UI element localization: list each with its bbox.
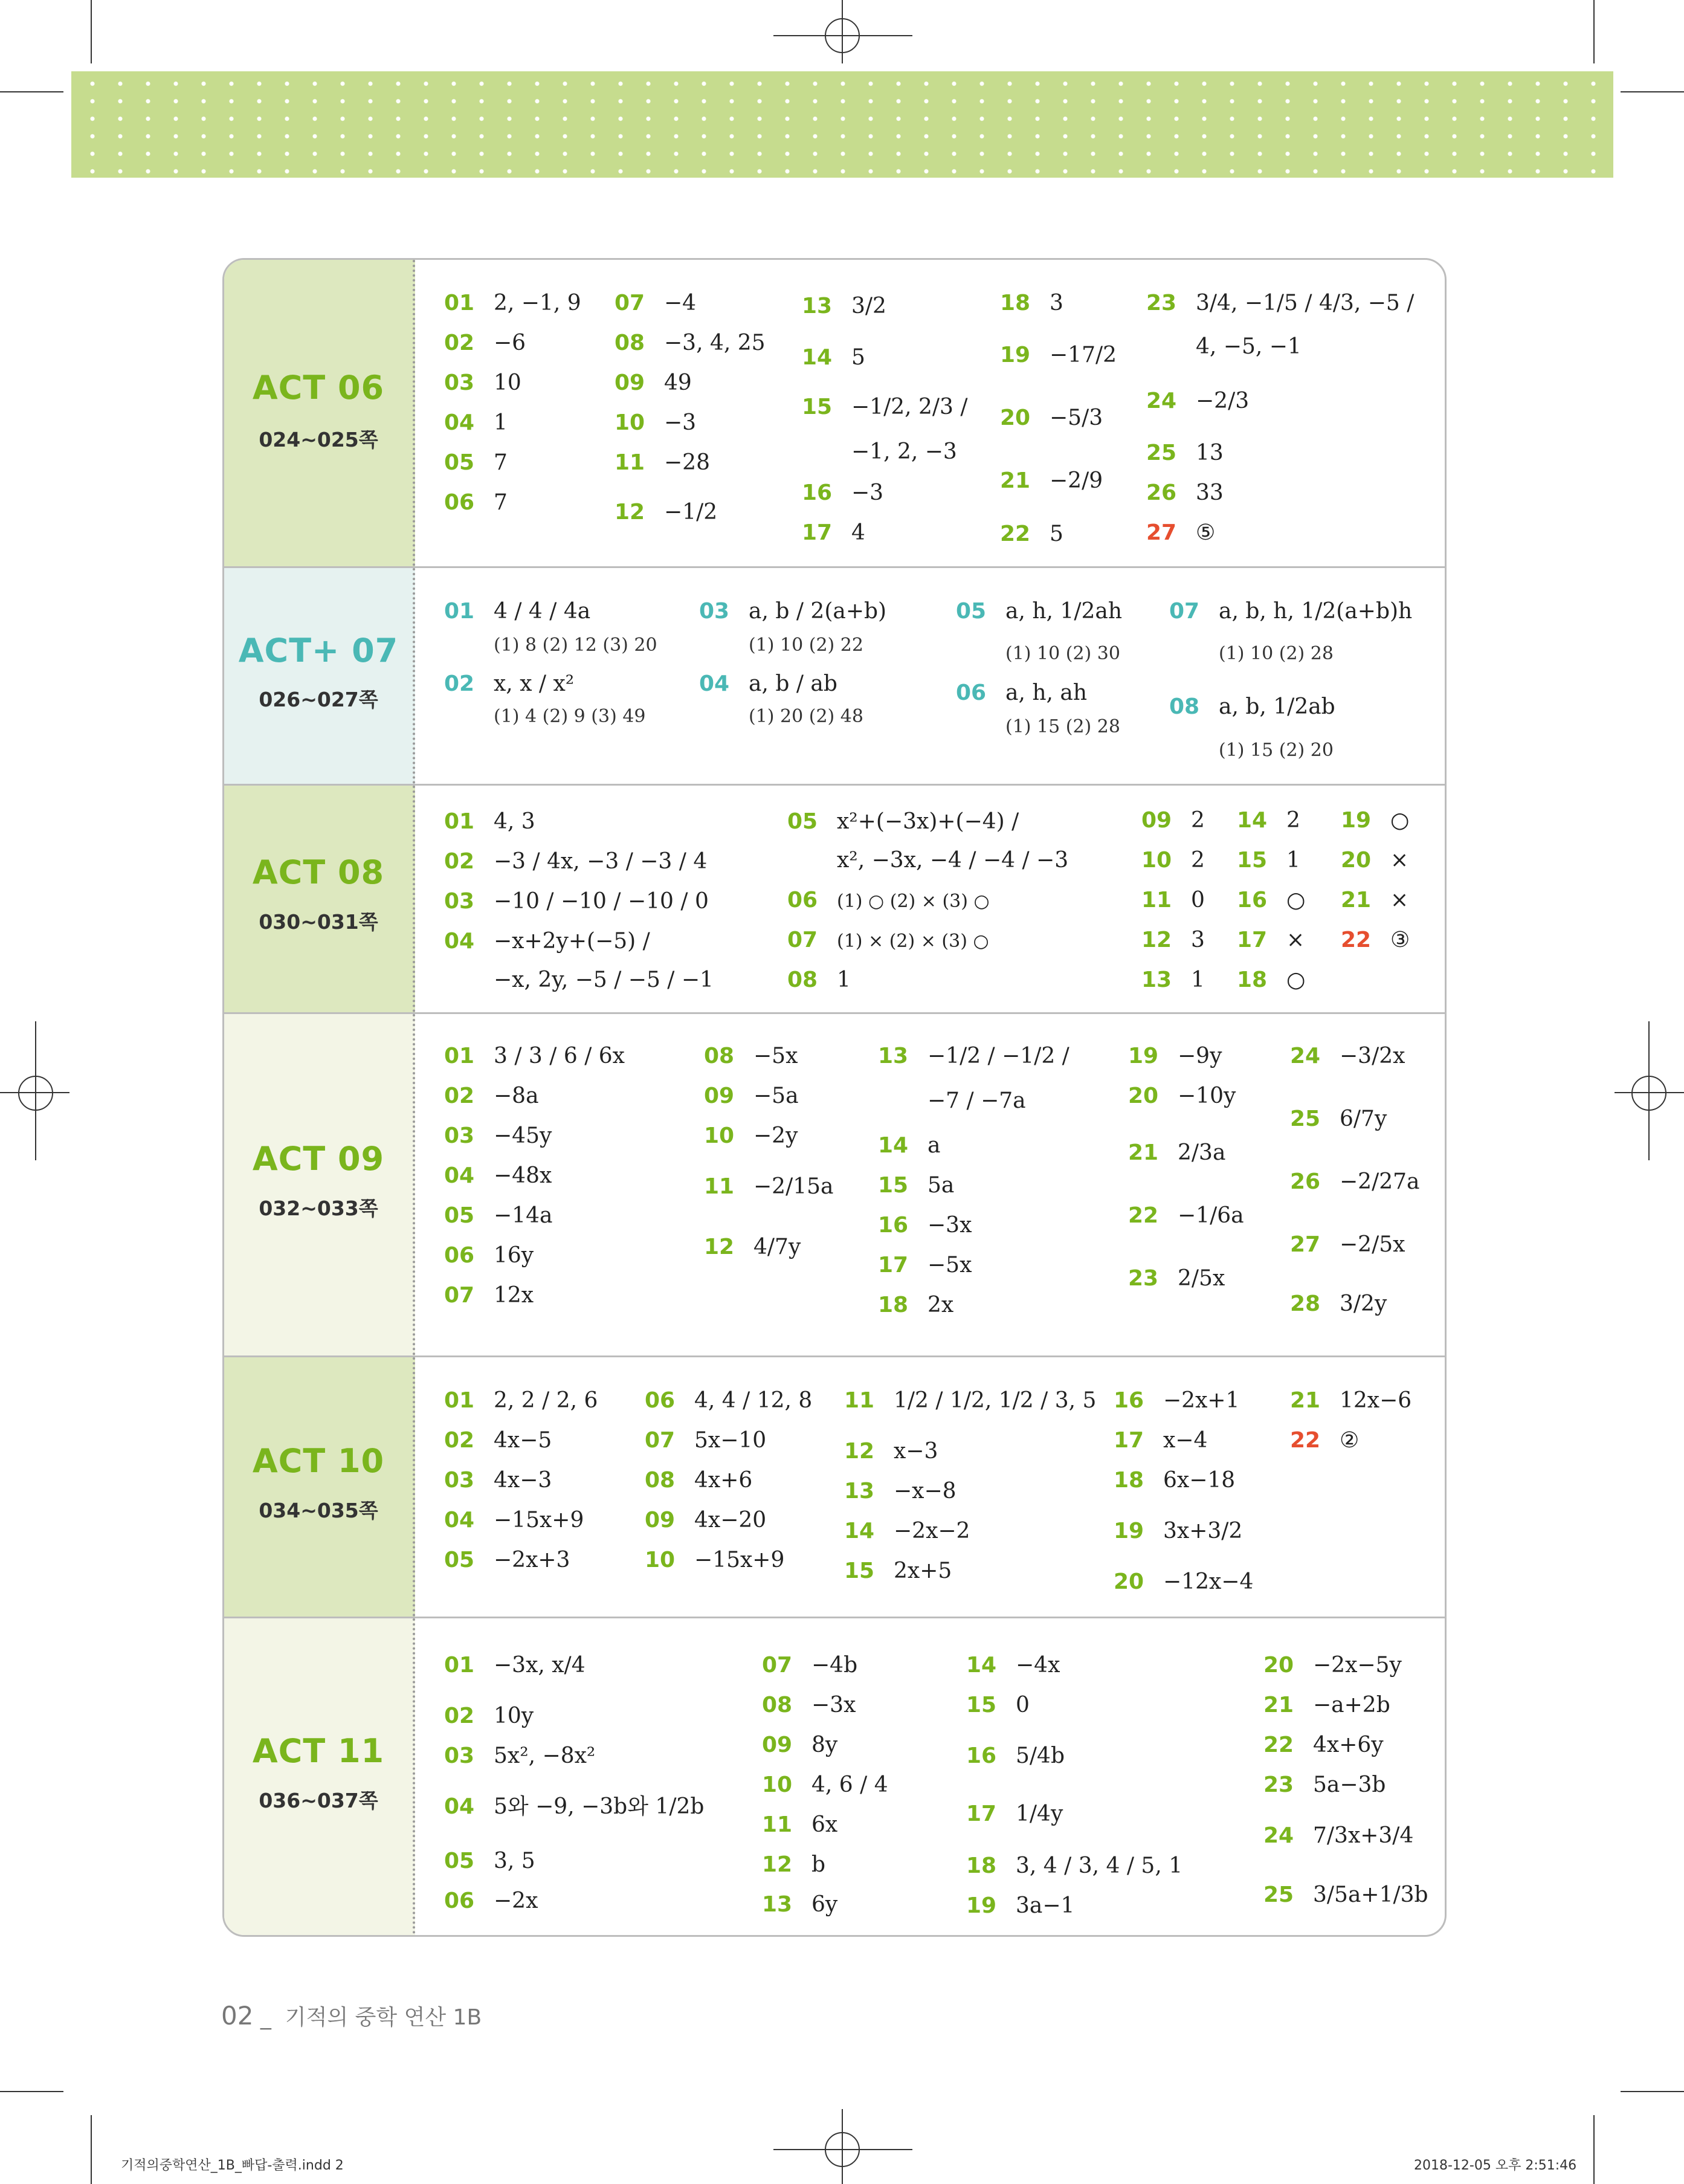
answer: 22 −1/6a <box>1128 1203 1244 1228</box>
answers <box>415 1618 1445 1937</box>
registration-circle <box>825 18 860 53</box>
sub-answer: (1) 10 (2) 28 <box>1219 643 1334 664</box>
answer: 03 10 <box>444 370 521 395</box>
page-footer: 02 _ 기적의 중학 연산 1B <box>221 2001 482 2031</box>
answer: 22 4x+6y <box>1263 1733 1384 1757</box>
crop-mark <box>91 0 92 63</box>
answer: 01 4, 3 <box>444 809 535 834</box>
answer: 11 −2/15a <box>704 1174 834 1199</box>
crop-mark <box>1593 2115 1595 2184</box>
sub-answer: (1) 15 (2) 20 <box>1219 740 1334 761</box>
answer-continuation: −x, 2y, −5 / −5 / −1 <box>494 968 714 992</box>
sub-answer: (1) 20 (2) 48 <box>749 706 863 727</box>
answers <box>415 1357 1445 1617</box>
answer: 01 4 / 4 / 4a <box>444 599 591 624</box>
answer: 18 2x <box>878 1293 954 1317</box>
answer: 19 −9y <box>1128 1044 1222 1068</box>
answer: 05 a, h, 1/2ah <box>956 599 1123 624</box>
answer: 04 5와 −9, −3b와 1/2b <box>444 1794 705 1819</box>
print-slug-datetime: 2018-12-05 오후 2:51:46 <box>1414 2158 1577 2173</box>
answer: 07 −4b <box>762 1653 858 1678</box>
answer: 01 2, −1, 9 <box>444 291 581 315</box>
answer: 09 8y <box>762 1733 838 1757</box>
answer: 03 5x², −8x² <box>444 1743 596 1768</box>
answer: 07 −4 <box>615 291 697 315</box>
section-title: ACT+ 07 <box>238 632 399 670</box>
sub-answer: (1) 15 (2) 28 <box>1005 716 1120 737</box>
answer: 05 3, 5 <box>444 1849 535 1873</box>
answer: 09 4x−20 <box>645 1508 767 1533</box>
answer: 26 −2/27a <box>1290 1169 1420 1194</box>
answer: 10 4, 6 / 4 <box>762 1772 888 1797</box>
answer: 02 10y <box>444 1704 534 1728</box>
answer: 27 ⑤ <box>1146 520 1216 545</box>
answer: 01 −3x, x/4 <box>444 1653 586 1678</box>
crop-mark <box>0 91 63 92</box>
answer: 13 −1/2 / −1/2 / <box>878 1044 1069 1068</box>
answer: 06 −2x <box>444 1888 538 1913</box>
answer: 07 (1) × (2) × (3) ○ <box>787 928 989 952</box>
answer: 19 −17/2 <box>1000 343 1117 367</box>
section-title: ACT 08 <box>252 853 385 891</box>
answer: 04 1 <box>444 410 508 435</box>
answer: 08 −3, 4, 25 <box>615 331 766 355</box>
answer-continuation: x², −3x, −4 / −4 / −3 <box>837 848 1069 873</box>
answer: 02 −3 / 4x, −3 / −3 / 4 <box>444 849 708 874</box>
answer: 14 5 <box>802 345 865 370</box>
answer: 02 x, x / x² <box>444 671 575 696</box>
answer: 12 x−3 <box>844 1439 938 1464</box>
answer: 08 a, b, 1/2ab <box>1169 694 1335 719</box>
section-pages: 030~031쪽 <box>259 910 378 934</box>
page-number: 02 <box>221 2001 254 2031</box>
answer: 06 7 <box>444 490 508 515</box>
answer: 09 2 <box>1141 808 1205 833</box>
answer: 23 3/4, −1/5 / 4/3, −5 / <box>1146 291 1415 315</box>
answer: 23 2/5x <box>1128 1266 1225 1291</box>
answer: 21 × <box>1341 888 1409 913</box>
section-act10 <box>224 1357 1445 1618</box>
answer: 10 −3 <box>615 410 697 435</box>
answer: 16 −3 <box>802 480 884 505</box>
answer: 18 ○ <box>1237 968 1306 992</box>
answer: 15 2x+5 <box>844 1559 952 1583</box>
answer: 07 5x−10 <box>645 1428 767 1453</box>
crop-mark <box>1621 91 1684 92</box>
answer: 21 −2/9 <box>1000 468 1103 493</box>
answer: 04 −15x+9 <box>444 1508 584 1533</box>
answer: 27 −2/5x <box>1290 1232 1405 1257</box>
answer: 02 −6 <box>444 331 526 355</box>
answer: 20 −5/3 <box>1000 405 1103 430</box>
answer: 03 a, b / 2(a+b) <box>699 599 887 624</box>
answer: 24 −2/3 <box>1146 389 1250 413</box>
answer: 08 −5x <box>704 1044 798 1068</box>
section-act06 <box>224 260 1445 568</box>
answer: 06 16y <box>444 1243 534 1268</box>
section-act09 <box>224 1014 1445 1357</box>
section-act08 <box>224 786 1445 1014</box>
crop-mark <box>1621 2091 1684 2092</box>
answer: 25 13 <box>1146 441 1224 465</box>
section-pages: 032~033쪽 <box>259 1197 378 1220</box>
crop-mark <box>1593 0 1595 63</box>
crop-mark <box>0 2091 63 2092</box>
answer: 25 3/5a+1/3b <box>1263 1882 1428 1907</box>
answer: 07 a, b, h, 1/2(a+b)h <box>1169 599 1413 624</box>
answer: 14 a <box>878 1133 941 1158</box>
answer: 21 −a+2b <box>1263 1693 1390 1717</box>
answer: 07 12x <box>444 1283 534 1308</box>
book-title: 기적의 중학 연산 1B <box>285 2005 482 2030</box>
answer: 14 2 <box>1237 808 1300 833</box>
answer: 05 x²+(−3x)+(−4) / <box>787 809 1019 834</box>
answer: 22 ② <box>1290 1428 1360 1453</box>
answer: 19 3x+3/2 <box>1114 1519 1243 1543</box>
print-slug-file: 기적의중학연산_1B_빠답-출력.indd 2 <box>121 2158 344 2173</box>
section-title: ACT 06 <box>252 369 385 407</box>
answer: 12 4/7y <box>704 1235 801 1259</box>
answer: 02 4x−5 <box>444 1428 552 1453</box>
answer: 08 −3x <box>762 1693 856 1717</box>
answer: 15 0 <box>966 1693 1030 1717</box>
registration-circle <box>1631 1076 1666 1111</box>
answer: 17 4 <box>802 520 865 545</box>
answer: 15 1 <box>1237 848 1300 873</box>
answer: 05 −2x+3 <box>444 1548 570 1572</box>
answer: 22 5 <box>1000 522 1063 546</box>
answer: 06 (1) ○ (2) × (3) ○ <box>787 888 990 913</box>
answer: 21 12x−6 <box>1290 1388 1412 1413</box>
answer: 11 6x <box>762 1812 838 1837</box>
answer: 03 −45y <box>444 1123 552 1148</box>
answer: 05 7 <box>444 450 508 475</box>
answer: 04 −x+2y+(−5) / <box>444 929 650 954</box>
answer: 19 3a−1 <box>966 1893 1075 1918</box>
answer: 01 3 / 3 / 6 / 6x <box>444 1044 625 1068</box>
answer: 19 ○ <box>1341 808 1410 833</box>
section-title: ACT 10 <box>252 1442 385 1480</box>
answer: 20 −12x−4 <box>1114 1569 1254 1594</box>
sub-answer: (1) 4 (2) 9 (3) 49 <box>494 706 646 727</box>
section-label <box>224 786 415 1012</box>
answer: 02 −8a <box>444 1084 539 1108</box>
answer: 17 −5x <box>878 1253 972 1278</box>
answer: 16 −2x+1 <box>1114 1388 1240 1413</box>
answer: 13 −x−8 <box>844 1479 957 1504</box>
sub-answer: (1) 10 (2) 22 <box>749 635 863 656</box>
header-banner <box>71 71 1613 178</box>
answer-table <box>222 258 1447 1937</box>
answer-continuation: −7 / −7a <box>927 1088 1026 1113</box>
answers <box>415 568 1445 784</box>
answer: 18 6x−18 <box>1114 1468 1236 1493</box>
answer: 05 −14a <box>444 1203 553 1228</box>
answer: 12 3 <box>1141 928 1205 952</box>
answers <box>415 786 1445 1012</box>
answer: 09 −5a <box>704 1084 799 1108</box>
answer: 06 4, 4 / 12, 8 <box>645 1388 813 1413</box>
answer: 20 × <box>1341 848 1409 873</box>
answer: 26 33 <box>1146 480 1224 505</box>
section-label <box>224 1014 415 1355</box>
section-act07 <box>224 568 1445 786</box>
section-act11 <box>224 1618 1445 1937</box>
answer: 14 −2x−2 <box>844 1519 970 1543</box>
answer: 10 −15x+9 <box>645 1548 785 1572</box>
section-pages: 024~025쪽 <box>259 428 378 451</box>
answers <box>415 1014 1445 1355</box>
answer: 17 x−4 <box>1114 1428 1208 1453</box>
answer: 16 5/4b <box>966 1743 1065 1768</box>
section-title: ACT 09 <box>252 1140 385 1178</box>
answer: 13 6y <box>762 1892 838 1917</box>
section-pages: 034~035쪽 <box>259 1499 378 1522</box>
answer: 12 −1/2 <box>615 500 718 525</box>
answer: 21 2/3a <box>1128 1140 1226 1165</box>
answer: 11 −28 <box>615 450 710 475</box>
section-label <box>224 1618 415 1937</box>
section-label <box>224 568 415 784</box>
registration-circle <box>18 1076 53 1111</box>
answer: 11 0 <box>1141 888 1205 913</box>
answer: 15 5a <box>878 1173 955 1198</box>
answer-continuation: −1, 2, −3 <box>851 439 957 464</box>
crop-mark <box>91 2115 92 2184</box>
answer: 04 −48x <box>444 1163 552 1188</box>
section-label <box>224 260 415 566</box>
answers <box>415 260 1445 566</box>
answer: 22 ③ <box>1341 928 1410 952</box>
answer: 28 3/2y <box>1290 1291 1387 1316</box>
answer: 20 −10y <box>1128 1084 1236 1108</box>
answer: 16 ○ <box>1237 888 1306 913</box>
answer: 18 3 <box>1000 291 1063 315</box>
answer: 25 6/7y <box>1290 1107 1387 1131</box>
answer: 10 2 <box>1141 848 1205 873</box>
answer: 04 a, b / ab <box>699 671 837 696</box>
answer: 16 −3x <box>878 1213 972 1238</box>
answer: 11 1/2 / 1/2, 1/2 / 3, 5 <box>844 1388 1097 1413</box>
answer: 15 −1/2, 2/3 / <box>802 395 968 419</box>
answer: 06 a, h, ah <box>956 680 1088 705</box>
answer: 24 7/3x+3/4 <box>1263 1823 1414 1848</box>
answer: 24 −3/2x <box>1290 1044 1405 1068</box>
answer: 03 4x−3 <box>444 1468 552 1493</box>
answer: 23 5a−3b <box>1263 1772 1386 1797</box>
answer-continuation: 4, −5, −1 <box>1196 334 1302 359</box>
answer: 12 b <box>762 1852 826 1877</box>
section-label <box>224 1357 415 1617</box>
answer: 18 3, 4 / 3, 4 / 5, 1 <box>966 1853 1183 1878</box>
registration-circle <box>825 2132 860 2167</box>
answer: 17 × <box>1237 928 1305 952</box>
answer: 08 1 <box>787 968 851 992</box>
section-pages: 036~037쪽 <box>259 1789 378 1812</box>
section-pages: 026~027쪽 <box>259 688 378 711</box>
section-title: ACT 11 <box>252 1732 385 1770</box>
answer: 08 4x+6 <box>645 1468 753 1493</box>
answer: 03 −10 / −10 / −10 / 0 <box>444 889 709 914</box>
answer: 01 2, 2 / 2, 6 <box>444 1388 598 1413</box>
answer: 17 1/4y <box>966 1801 1063 1826</box>
answer: 20 −2x−5y <box>1263 1653 1402 1678</box>
sub-answer: (1) 10 (2) 30 <box>1005 643 1120 664</box>
answer: 10 −2y <box>704 1123 798 1148</box>
answer: 14 −4x <box>966 1653 1060 1678</box>
answer: 09 49 <box>615 370 692 395</box>
answer: 13 1 <box>1141 968 1205 992</box>
answer: 13 3/2 <box>802 294 886 318</box>
sub-answer: (1) 8 (2) 12 (3) 20 <box>494 635 657 656</box>
